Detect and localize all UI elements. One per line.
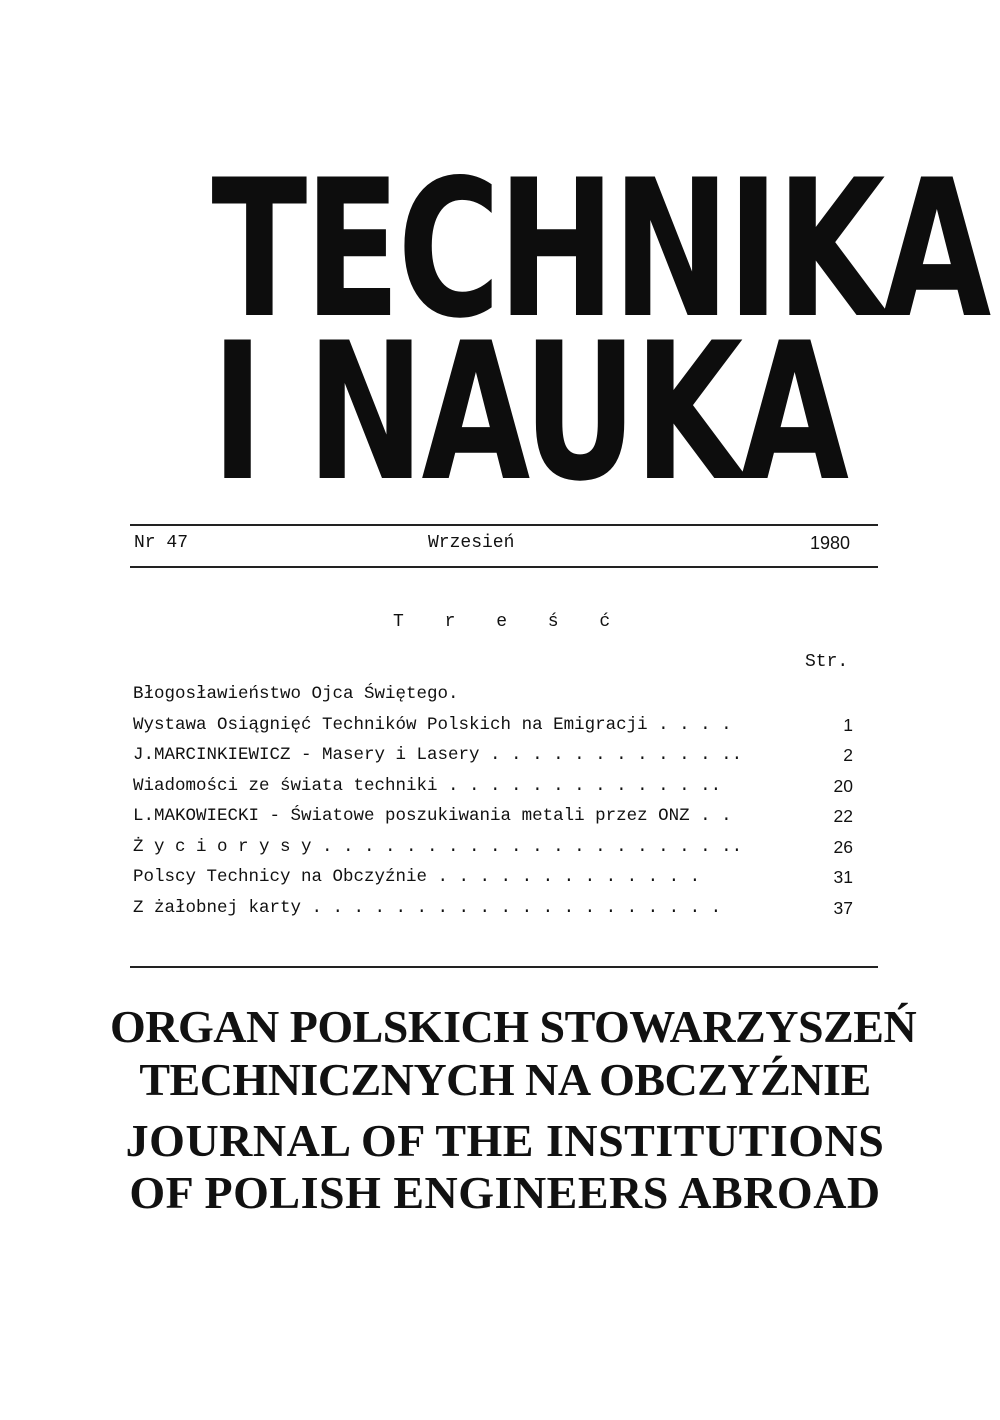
toc-entry-title: J.MARCINKIEWICZ - Masery i Lasery . . . . . . . . . . . ..	[133, 745, 743, 765]
toc-entry-page: 22	[833, 806, 853, 826]
toc-entry-page: 20	[833, 775, 853, 796]
toc-heading: T r e ś ć	[393, 612, 626, 632]
toc-entry	[133, 837, 853, 868]
issue-month: Wrzesień	[428, 533, 515, 553]
toc-entry	[133, 745, 853, 776]
toc-entry	[133, 898, 853, 929]
toc-entry-page: 1	[843, 714, 853, 735]
toc-entry-page: 31	[833, 867, 853, 887]
journal-title-line-2: OF POLISH ENGINEERS ABROAD	[129, 1167, 881, 1218]
toc-entry	[133, 867, 853, 898]
toc-entry	[133, 715, 853, 746]
issue-info-row	[130, 533, 850, 561]
journal-title-line-1: JOURNAL OF THE INSTITUTIONS	[125, 1115, 885, 1166]
toc-entry-title: Wystawa Osiągnięć Techników Polskich na Emigracji . . . .	[133, 714, 732, 735]
masthead-title-line-1: TECHNIKA	[211, 139, 989, 360]
toc-entry-title: L.MAKOWIECKI - Światowe poszukiwania metali przez ONZ . .	[133, 806, 732, 826]
toc-entry-page: 2	[843, 745, 853, 765]
table-of-contents	[133, 684, 853, 928]
issue-top-rule	[130, 524, 878, 526]
toc-entry	[133, 806, 853, 837]
toc-entry-title: Błogosławieństwo Ojca Świętego.	[133, 684, 459, 704]
issue-year: 1980	[809, 533, 850, 553]
toc-entry-title: Z żałobnej karty . . . . . . . . . . . . . . . . . . . .	[133, 897, 722, 918]
toc-entry-title: Ż y c i o r y s y . . . . . . . . . . . . . . . . . . . ..	[133, 836, 743, 857]
issue-number: Nr 47	[134, 533, 189, 553]
organ-title-line-1: ORGAN POLSKICH STOWARZYSZEŃ	[110, 1001, 917, 1052]
toc-entry	[133, 684, 853, 715]
toc-entry-page: 26	[833, 836, 853, 857]
toc-entry	[133, 776, 853, 807]
toc-entry-title: Polscy Technicy na Obczyźnie . . . . . . . . . . . . .	[133, 867, 701, 887]
toc-entry-title: Wiadomości ze świata techniki . . . . . . . . . . . . ..	[133, 775, 722, 796]
toc-entry-page: 37	[833, 897, 853, 918]
organ-title-line-2: TECHNICZNYCH NA OBCZYŹNIE	[139, 1054, 871, 1105]
masthead-title-line-2: I NAUKA	[211, 302, 847, 523]
toc-bottom-rule	[130, 966, 878, 968]
issue-bottom-rule	[130, 566, 878, 568]
toc-page-column-label: Str.	[805, 652, 849, 672]
